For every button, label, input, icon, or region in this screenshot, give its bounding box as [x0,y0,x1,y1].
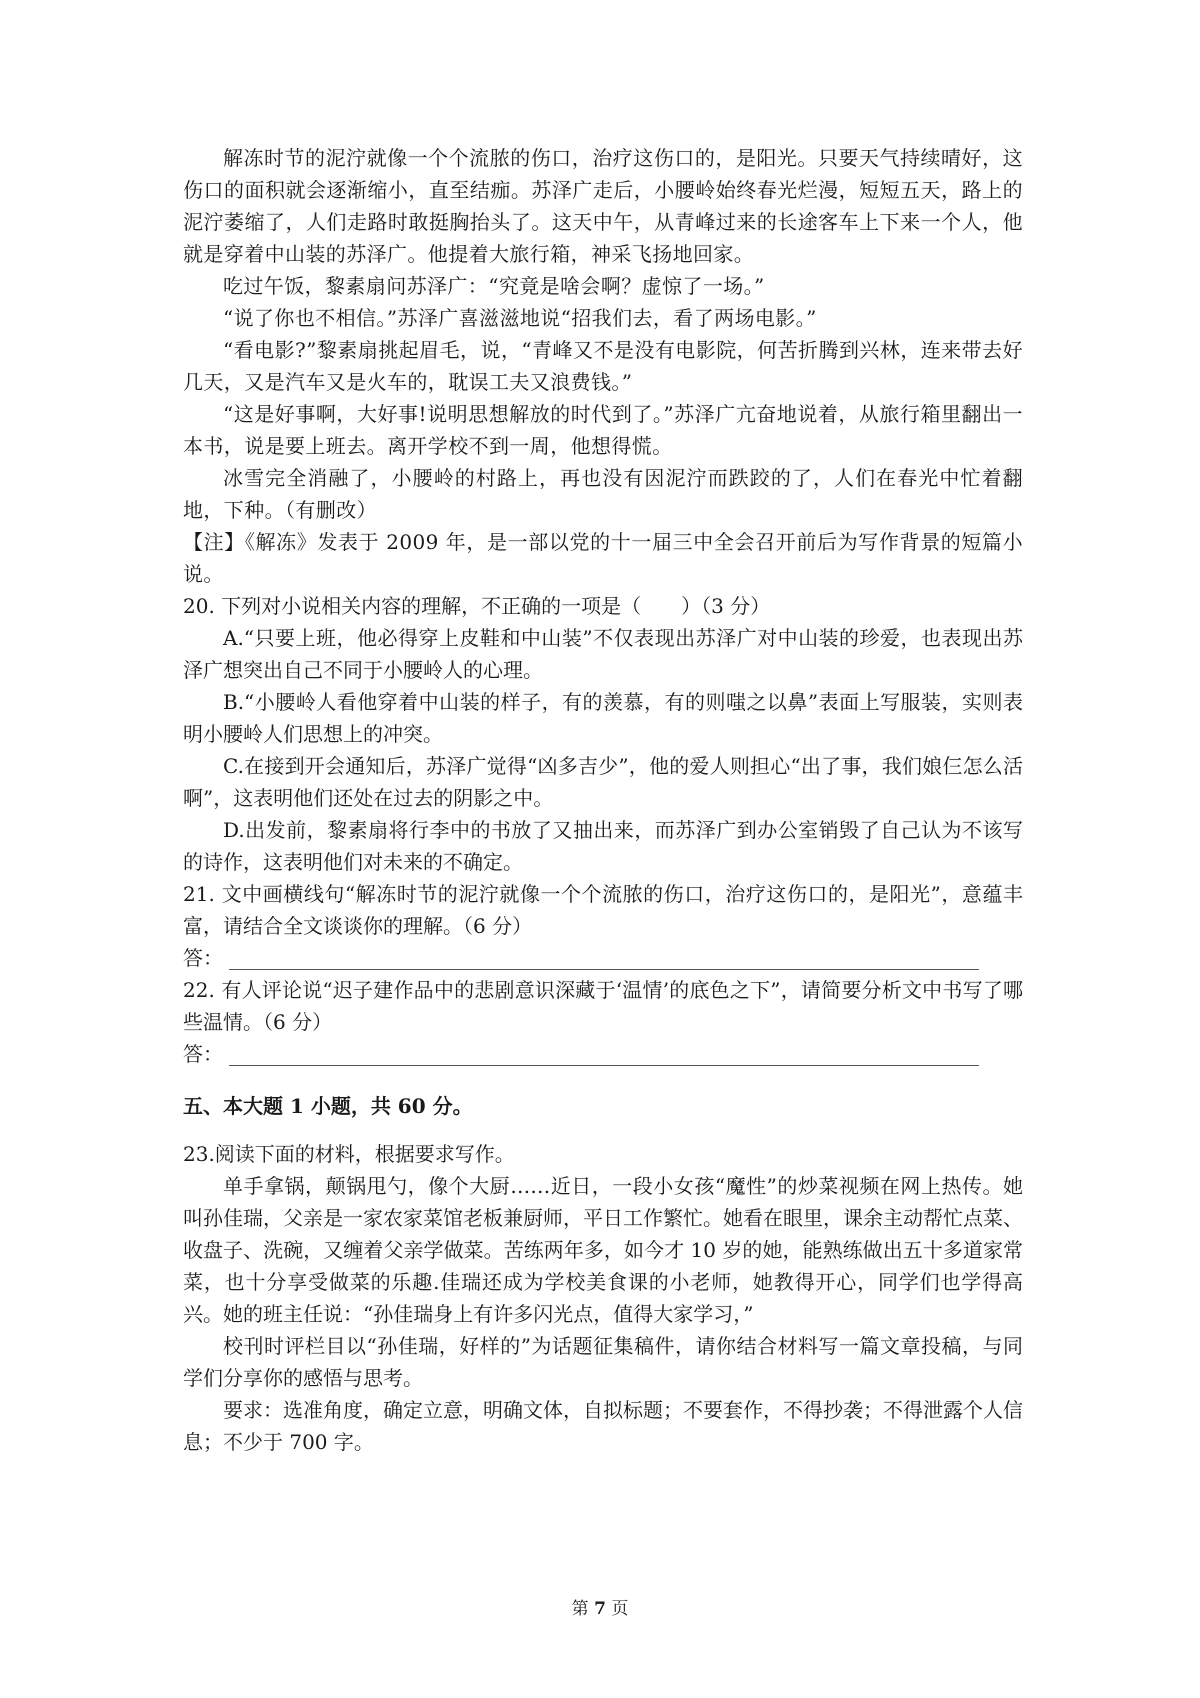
question-20-option-d: D.出发前，黎素扇将行李中的书放了又抽出来，而苏泽广到办公室销毁了自己认为不该写的诗作，这表明他们对未来的不确定。 [183,818,1023,874]
writing-material-paragraph: 单手拿锅，颠锅甩勺，像个大厨……近日，一段小女孩“魔性”的炒菜视频在网上热传。她叫孙佳瑞，父亲是一家农家菜馆老板兼厨师，平日工作繁忙。她看在眼里，课余主动帮忙点菜、收盘子、洗碗，又缠着父亲学做菜。苦练两年多，如今才 10 岁的她，能熟练做出五十多道家常菜，也十分享受做菜的乐趣.佳瑞还成为学校美食课的小老师，她教得开心，同学们也学得高兴。她的班主任说：“孙佳瑞身上有许多闪光点，值得大家学习，” [183,1174,1023,1326]
section-heading: 五、本大题 1 小题，共 60 分。 [183,1094,473,1118]
answer-label: 答： [183,1042,223,1066]
story-paragraph: 冰雪完全消融了，小腰岭的村路上，再也没有因泥泞而跌跤的了，人们在春光中忙着翻地，下种。（有删改） [183,466,1023,522]
story-paragraph: “这是好事啊，大好事!说明思想解放的时代到了。”苏泽广亢奋地说着，从旅行箱里翻出一本书，说是要上班去。离开学校不到一周，他想得慌。 [183,402,1023,458]
page-footer [0,1594,1200,1619]
footer-suffix: 页 [611,1599,629,1619]
story-paragraph: “说了你也不相信。”苏泽广喜滋滋地说“招我们去，看了两场电影。” [223,306,817,330]
question-20-stem: 20. 下列对小说相关内容的理解，不正确的一项是（ ）（3 分） [183,594,771,618]
page-number: 7 [594,1599,606,1619]
writing-material-paragraph: 校刊时评栏目以“孙佳瑞，好样的”为话题征集稿件，请你结合材料写一篇文章投稿，与同学们分享你的感悟与思考。 [183,1334,1023,1390]
question-22-answer [183,1038,1023,1070]
question-20-option-b: B.“小腰岭人看他穿着中山装的样子，有的羡慕，有的则嗤之以鼻”表面上写服装，实则表明小腰岭人们思想上的冲突。 [183,690,1023,746]
question-21-answer [183,942,1023,974]
story-paragraph: 解冻时节的泥泞就像一个个流脓的伤口，治疗这伤口的，是阳光。只要天气持续晴好，这伤口的面积就会逐渐缩小，直至结痂。苏泽广走后，小腰岭始终春光烂漫，短短五天，路上的泥泞萎缩了，人们走路时敢挺胸抬头了。这天中午，从青峰过来的长途客车上下来一个人，他就是穿着中山装的苏泽广。他提着大旅行箱，神采飞扬地回家。 [183,146,1023,266]
answer-label: 答： [183,946,223,970]
page-content [183,142,1023,1458]
question-20-option-c: C.在接到开会通知后，苏泽广觉得“凶多吉少”，他的爱人则担心“出了事，我们娘仨怎么活啊”，这表明他们还处在过去的阴影之中。 [183,754,1023,810]
footer-prefix: 第 [571,1599,589,1619]
answer-blank-line[interactable] [229,1045,979,1066]
question-21-stem: 21. 文中画横线句“解冻时节的泥泞就像一个个流脓的伤口，治疗这伤口的，是阳光”，意蕴丰富，请结合全文谈谈你的理解。（6 分） [183,882,1023,938]
question-20-option-a: A.“只要上班，他必得穿上皮鞋和中山装”不仅表现出苏泽广对中山装的珍爱，也表现出苏泽广想突出自己不同于小腰岭人的心理。 [183,626,1023,682]
question-23-stem: 23.阅读下面的材料，根据要求写作。 [183,1142,515,1166]
writing-requirements: 要求：选准角度，确定立意，明确文体，自拟标题；不要套作，不得抄袭；不得泄露个人信息；不少于 700 字。 [183,1398,1023,1454]
story-paragraph: “看电影?”黎素扇挑起眉毛，说，“青峰又不是没有电影院，何苦折腾到兴林，连来带去好几天，又是汽车又是火车的，耽误工夫又浪费钱。” [183,338,1023,394]
answer-blank-line[interactable] [229,949,979,970]
story-note: 【注】《解冻》发表于 2009 年，是一部以党的十一届三中全会召开前后为写作背景的短篇小说。 [183,530,1023,586]
story-paragraph: 吃过午饭，黎素扇问苏泽广：“究竟是啥会啊？虚惊了一场。” [223,274,765,298]
question-22-stem: 22. 有人评论说“迟子建作品中的悲剧意识深藏于‘温情’的底色之下”，请简要分析文中书写了哪些温情。（6 分） [183,978,1023,1034]
